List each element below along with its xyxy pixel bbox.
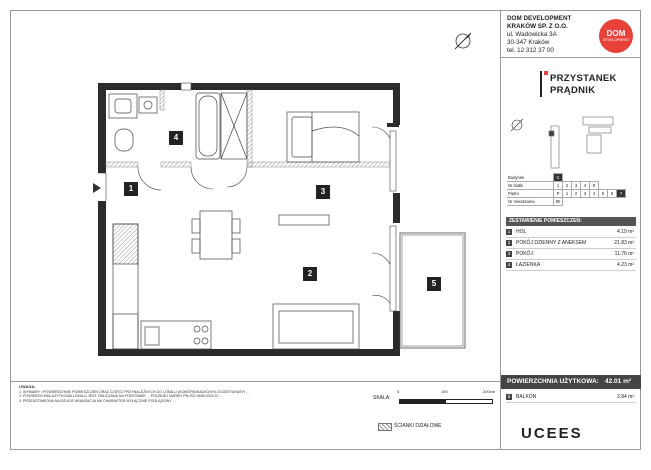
- scale-label: SKALA:: [373, 395, 391, 401]
- balcony-area: 3.84 m²: [617, 394, 634, 400]
- key-plan-buildings: [549, 117, 613, 168]
- info-cell: C: [554, 174, 563, 182]
- divider: [501, 57, 641, 58]
- north-arrow-icon: [455, 33, 471, 49]
- scale-tick: 100: [441, 389, 448, 394]
- info-row: [507, 198, 626, 206]
- info-label: Nr mieszkania: [507, 198, 554, 206]
- info-cell: 4: [581, 182, 590, 190]
- info-cell: 2: [572, 190, 581, 198]
- scale-tick: 0: [397, 389, 400, 394]
- info-row: [507, 174, 626, 182]
- total-value: 42.01 m²: [605, 378, 632, 385]
- apartment-info-table: [507, 173, 626, 206]
- room-number: 1: [507, 229, 511, 234]
- legend-partition-walls: [378, 421, 498, 431]
- scale-tick: 200cm: [483, 389, 496, 394]
- kitchen-counter: [113, 224, 211, 349]
- room-row: [506, 249, 636, 260]
- key-plan-north-icon: [511, 119, 523, 131]
- room-row: [506, 227, 636, 238]
- room-number: 2: [507, 240, 511, 245]
- balcony-name: BALKON: [516, 394, 537, 400]
- notes-block: [19, 385, 359, 403]
- dining-table: [192, 211, 329, 259]
- info-cell: 5: [599, 190, 608, 198]
- company-name: DOM DEVELOPMENT: [507, 15, 572, 22]
- company-legal: KRAKÓW SP. Z O.O.: [507, 23, 568, 30]
- info-sidebar: [500, 11, 641, 449]
- info-row: [507, 182, 626, 190]
- room-name: ŁAZIENKA: [516, 262, 541, 268]
- floor-plan: [11, 11, 500, 381]
- company-street: ul. Wadowicka 3A: [507, 31, 557, 38]
- windows: [181, 83, 396, 311]
- hatch-swatch: [378, 423, 392, 431]
- room-label-bathroom: 4: [169, 131, 183, 145]
- sofa: [273, 304, 359, 349]
- info-cell: 1: [554, 182, 563, 190]
- room-row: [506, 260, 636, 271]
- note-line: 1. WYMIARY I POWIERZCHNIE POMIESZCZEŃ ORAZ CZĘŚCI PRZYNALEŻNYCH DO LOKALU (KOMÓRKI/BALKONY/LOGGIE/TARASY) ...: [19, 389, 250, 394]
- legend-label: ŚCIANKI DZIAŁOWE: [394, 423, 442, 429]
- company-city: 30-347 Kraków: [507, 39, 550, 46]
- info-cell: 3: [581, 190, 590, 198]
- info-label: Nr klatki: [507, 182, 554, 190]
- info-cell: 2: [563, 182, 572, 190]
- logo-text: DOM: [606, 29, 626, 38]
- dom-development-logo: [599, 19, 633, 53]
- scale-bar: [373, 389, 498, 409]
- note-line: 2. POWIERZCHNIA UŻYTKOWA LOKALU JEST OBLICZANA NA PODSTAWIE ... POLSKIEJ NORMY PN-ISO 9836:2022-07 ...: [19, 394, 223, 399]
- project-logo-mark-icon: [540, 71, 548, 97]
- scale-bar-graphic: [399, 399, 493, 404]
- room-name: HOL: [516, 229, 527, 235]
- balcony-number: 5: [507, 394, 511, 399]
- info-cell: 5: [590, 182, 599, 190]
- room-number: 3: [507, 251, 511, 256]
- logo-subtext: DEVELOPMENT: [602, 38, 630, 42]
- note-line: 3. PRZEDSTAWIONA NA RZUCIE ARANŻACJA MA CHARAKTER WYŁĄCZNIE POGLĄDOWY ...: [19, 398, 176, 403]
- bathroom-fixtures: [109, 93, 247, 159]
- project-name-line1: PRZYSTANEK: [550, 73, 617, 84]
- room-area: 21.83 m²: [614, 240, 634, 246]
- room-area: 4.19 m²: [617, 229, 634, 235]
- project-name-line2: PRĄDNIK: [550, 85, 596, 96]
- ucees-logo: UCEES: [521, 425, 583, 442]
- room-number: 4: [507, 262, 511, 267]
- total-label: POWIERZCHNIA UŻYTKOWA:: [507, 378, 599, 385]
- info-cell: 3: [572, 182, 581, 190]
- bed: [287, 112, 359, 162]
- notes-title: UWAGA:: [19, 384, 36, 389]
- partition-walls: [106, 90, 393, 167]
- room-label-bedroom: 3: [316, 185, 330, 199]
- room-area: 11.76 m²: [614, 251, 634, 257]
- info-label: Budynek: [507, 174, 554, 182]
- company-info: [507, 15, 571, 55]
- room-row: [506, 238, 636, 249]
- room-area: 4.23 m²: [617, 262, 634, 268]
- company-phone: tel. 12 312 37 00: [507, 47, 554, 54]
- info-cell: 7: [617, 190, 626, 198]
- room-label-balcony: 5: [427, 277, 441, 291]
- rooms-list-title: ZESTAWIENIE POMIESZCZEŃ:: [506, 217, 636, 226]
- info-cell: 90: [554, 198, 563, 206]
- info-row: [507, 190, 626, 198]
- project-logo: [546, 67, 641, 103]
- room-label-living: 2: [303, 267, 317, 281]
- room-label-hall: 1: [124, 182, 138, 196]
- entrance-arrow-icon: [93, 183, 101, 193]
- info-cell: 4: [590, 190, 599, 198]
- floor-plan-sheet: [10, 10, 641, 450]
- key-plan: [501, 111, 641, 171]
- info-cell: 6: [608, 190, 617, 198]
- room-name: POKÓJ: [516, 251, 533, 257]
- info-label: Piętro: [507, 190, 554, 198]
- floor-plan-drawing: [11, 11, 500, 381]
- info-cell: 1: [563, 190, 572, 198]
- balcony-row: [506, 392, 636, 403]
- divider: [11, 381, 500, 382]
- usable-area-total: [501, 375, 641, 389]
- room-name: POKÓJ DZIENNY Z ANEKSEM: [516, 240, 587, 246]
- info-cell: P: [554, 190, 563, 198]
